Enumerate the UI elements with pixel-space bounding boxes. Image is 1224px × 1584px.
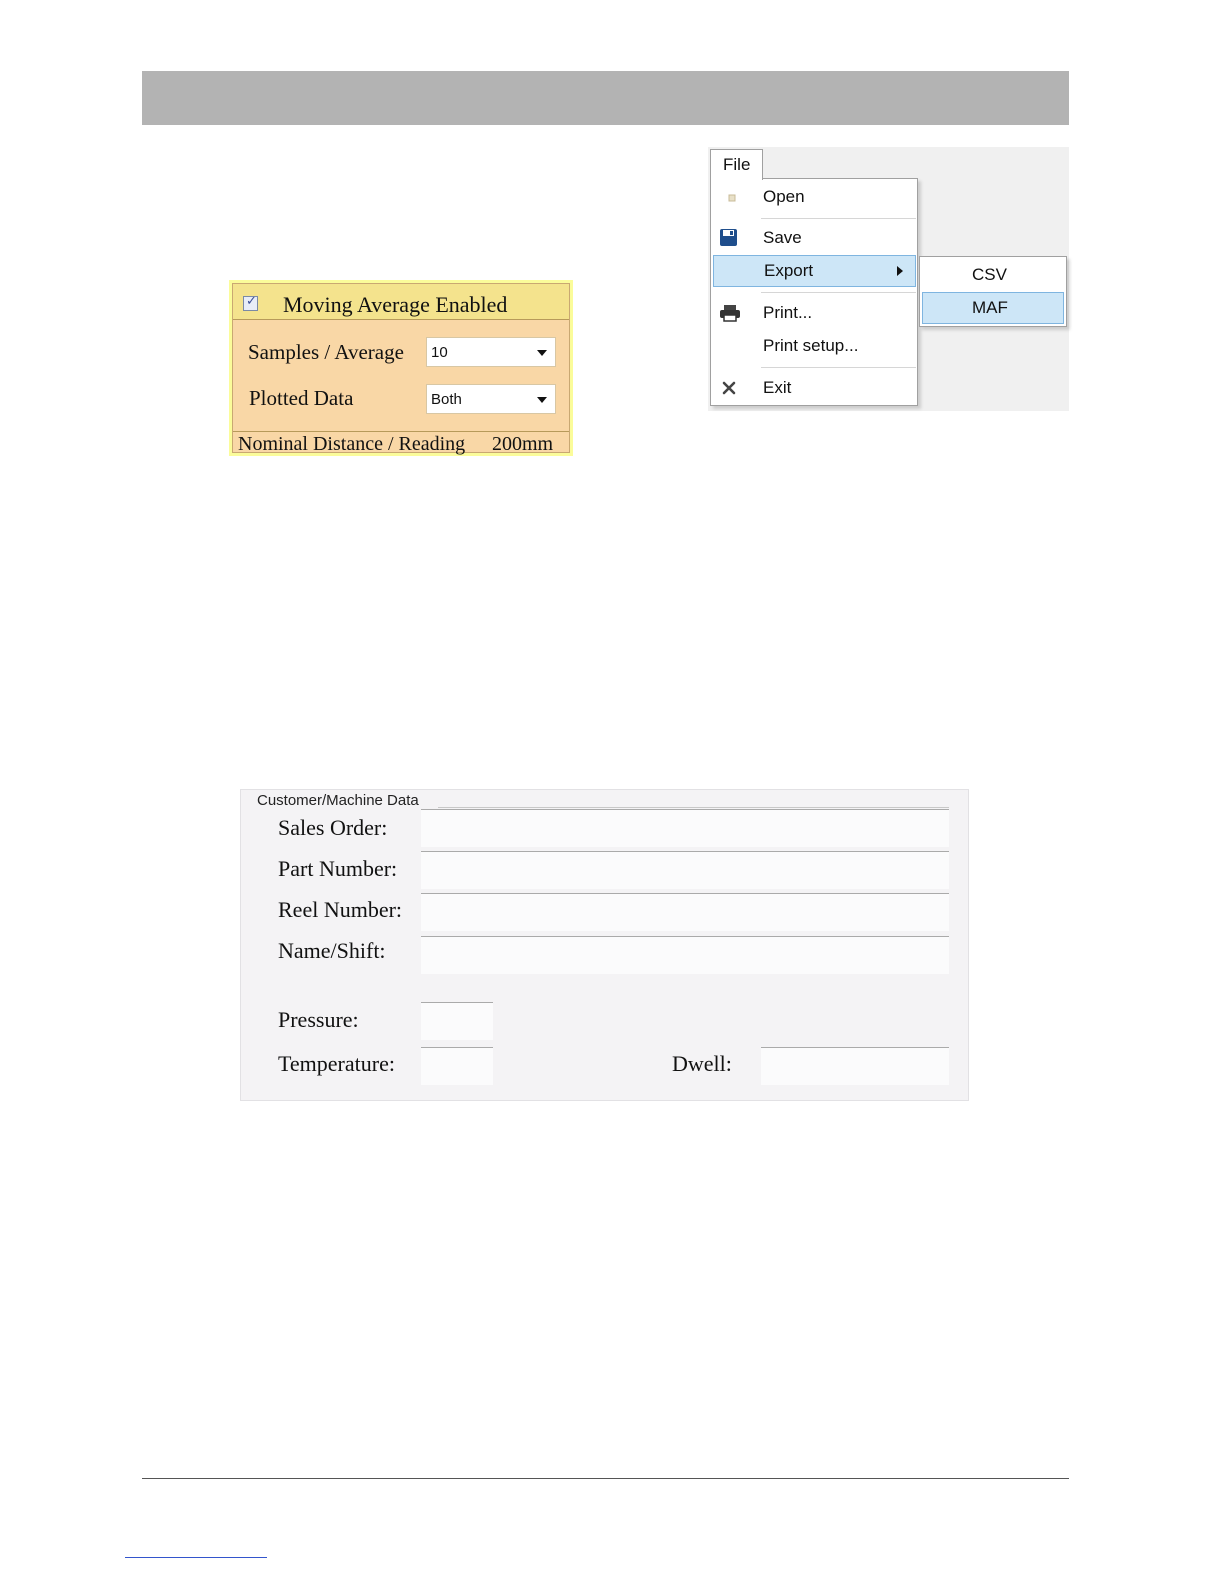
plotted-data-value: Both bbox=[431, 391, 462, 408]
file-menu-label: File bbox=[723, 155, 751, 174]
moving-average-checkbox[interactable] bbox=[243, 296, 258, 311]
submenu-item-maf[interactable] bbox=[922, 292, 1064, 324]
menu-item-print-label: Print... bbox=[763, 303, 813, 322]
menu-item-print[interactable] bbox=[711, 297, 917, 329]
submenu-item-maf-label: MAF bbox=[972, 298, 1008, 317]
menu-item-print-setup[interactable] bbox=[711, 330, 917, 362]
dwell-label: Dwell: bbox=[672, 1051, 732, 1076]
part-number-label: Part Number: bbox=[278, 856, 398, 881]
moving-average-header bbox=[233, 284, 569, 320]
nominal-distance-row bbox=[233, 431, 569, 453]
sales-order-field[interactable] bbox=[421, 809, 949, 847]
nominal-distance-value: 200mm bbox=[492, 433, 554, 455]
menu-item-exit-label: Exit bbox=[763, 378, 792, 397]
save-icon bbox=[719, 228, 739, 248]
footer-divider bbox=[142, 1478, 1069, 1479]
menu-item-export-label: Export bbox=[764, 261, 814, 280]
open-icon bbox=[719, 187, 739, 207]
menu-separator bbox=[761, 218, 916, 219]
menu-item-open[interactable] bbox=[711, 181, 917, 213]
customer-machine-title: Customer/Machine Data bbox=[257, 792, 419, 809]
name-shift-label: Name/Shift: bbox=[278, 938, 386, 963]
submenu-item-csv-label: CSV bbox=[972, 265, 1007, 284]
menu-item-export[interactable] bbox=[713, 255, 916, 287]
nominal-distance-label: Nominal Distance / Reading bbox=[238, 433, 466, 455]
footer-link-underline bbox=[125, 1557, 267, 1558]
dropdown-arrow-icon bbox=[537, 350, 547, 356]
dropdown-arrow-icon bbox=[537, 397, 547, 403]
menu-item-save-label: Save bbox=[763, 228, 802, 247]
pressure-label: Pressure: bbox=[278, 1007, 359, 1032]
moving-average-label: Moving Average Enabled bbox=[283, 292, 508, 317]
menu-separator bbox=[761, 292, 916, 293]
submenu-arrow-icon bbox=[897, 266, 903, 276]
plotted-data-label: Plotted Data bbox=[249, 386, 354, 410]
file-menu-dropdown bbox=[710, 178, 918, 406]
plotted-data-select[interactable] bbox=[426, 384, 556, 414]
moving-average-panel bbox=[229, 280, 573, 456]
close-icon bbox=[719, 378, 739, 398]
print-icon bbox=[719, 303, 739, 323]
file-menu-tab[interactable] bbox=[710, 149, 763, 180]
samples-average-value: 10 bbox=[431, 344, 448, 361]
name-shift-field[interactable] bbox=[421, 936, 949, 974]
export-submenu bbox=[919, 256, 1067, 327]
checkmark-icon: ✓ bbox=[246, 294, 257, 309]
dwell-field[interactable] bbox=[761, 1047, 949, 1085]
pressure-field[interactable] bbox=[421, 1002, 493, 1040]
menu-item-save[interactable] bbox=[711, 222, 917, 254]
moving-average-inner bbox=[232, 283, 570, 453]
temperature-label: Temperature: bbox=[278, 1051, 395, 1076]
header-bar bbox=[142, 71, 1069, 125]
reel-number-label: Reel Number: bbox=[278, 897, 403, 922]
menu-item-print-setup-label: Print setup... bbox=[763, 336, 859, 355]
submenu-item-csv[interactable] bbox=[922, 259, 1064, 291]
part-number-field[interactable] bbox=[421, 851, 949, 889]
sales-order-label: Sales Order: bbox=[278, 815, 388, 840]
reel-number-field[interactable] bbox=[421, 893, 949, 931]
menu-separator bbox=[761, 367, 916, 368]
group-border bbox=[438, 807, 949, 808]
menu-item-exit[interactable] bbox=[711, 372, 917, 404]
temperature-field[interactable] bbox=[421, 1047, 493, 1085]
samples-average-label: Samples / Average bbox=[248, 340, 404, 364]
menu-item-open-label: Open bbox=[763, 187, 805, 206]
samples-average-select[interactable] bbox=[426, 337, 556, 367]
